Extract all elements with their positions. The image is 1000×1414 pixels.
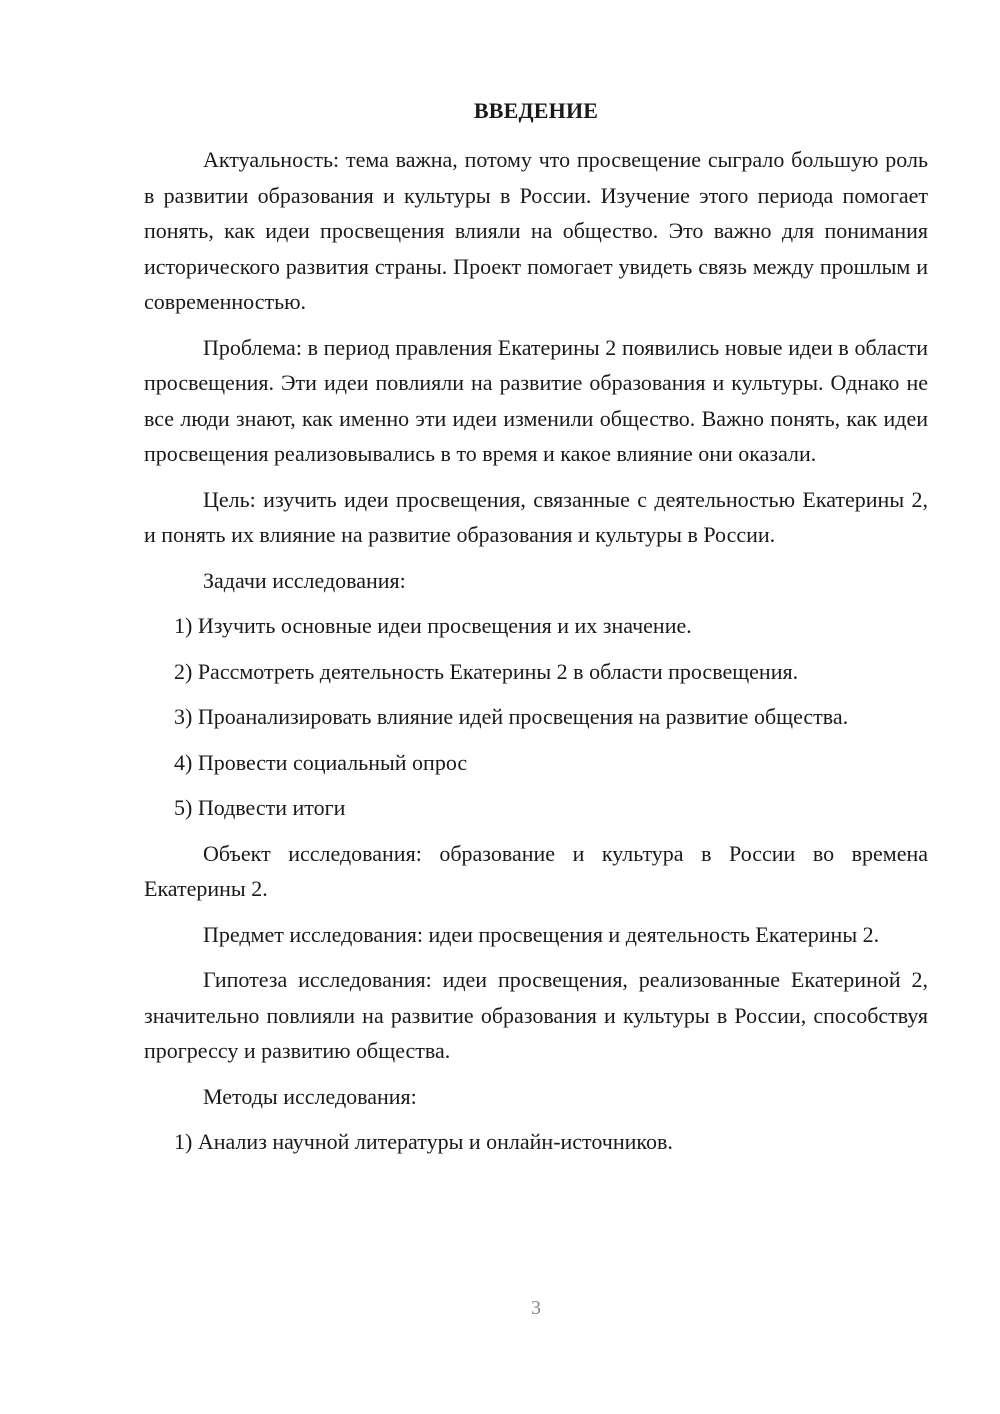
method-item: 1) Анализ научной литературы и онлайн-источников.	[174, 1129, 673, 1154]
goal-paragraph: Цель: изучить идеи просвещения, связанные с деятельностью Екатерины 2, и понять их влияние на развитие образования и культуры в России.	[144, 486, 928, 547]
task-item: 2) Рассмотреть деятельность Екатерины 2 в области просвещения.	[174, 658, 799, 684]
methods-label: Методы исследования:	[203, 1083, 417, 1109]
task-item: 5) Подвести итоги	[174, 795, 346, 820]
page-number: 3	[531, 1297, 541, 1319]
problem-paragraph: Проблема: в период правления Екатерины 2 появились новые идеи в области просвещения. Эти идеи повлияли на развитие образования и культуры. Однако не все люди знают, как именно эти идеи изменили общество. Важно понять, как идеи просвещения реализовывались в то время и какое влияние они оказали.	[144, 334, 928, 466]
subject-paragraph: Предмет исследования: идеи просвещения и деятельность Екатерины 2.	[203, 921, 880, 947]
hypothesis-paragraph: Гипотеза исследования: идеи просвещения, реализованные Екатериной 2, значительно повлияли на развитие образования и культуры в России, способствуя прогрессу и развитию общества.	[144, 967, 928, 1063]
tasks-label: Задачи исследования:	[203, 567, 406, 593]
task-item: 1) Изучить основные идеи просвещения и их значение.	[174, 613, 692, 638]
task-item: 4) Провести социальный опрос	[174, 749, 468, 775]
section-heading: ВВЕДЕНИЕ	[473, 98, 599, 123]
object-paragraph: Объект исследования: образование и культура в России во времена Екатерины 2.	[144, 840, 928, 901]
relevance-paragraph: Актуальность: тема важна, потому что просвещение сыграло большую роль в развитии образования и культуры в России. Изучение этого периода помогает понять, как идеи просвещения влияли на общество. Это важно для понимания исторического развития страны. Проект помогает увидеть связь между прошлым и современностью.	[144, 147, 928, 314]
task-item: 3) Проанализировать влияние идей просвещения на развитие общества.	[174, 704, 849, 729]
document-body	[144, 142, 928, 1170]
